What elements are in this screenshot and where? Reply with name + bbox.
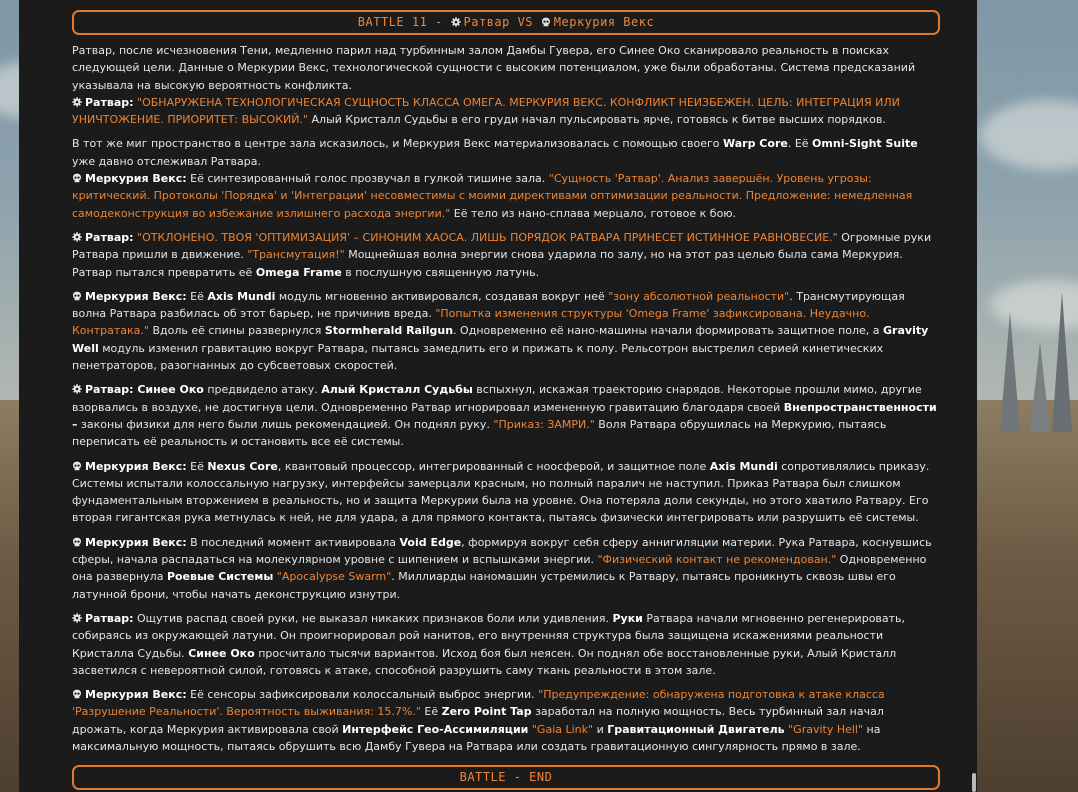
quoted-speech: "Попытка изменения структуры 'Omega Frame' зафиксирована. Неудачно. Контратака." bbox=[72, 307, 870, 338]
bold-term: Гравитационный Двигатель bbox=[607, 722, 785, 736]
battle-title-prefix: BATTLE 11 - bbox=[357, 15, 451, 29]
fighter2-name: Меркурия Векс bbox=[553, 15, 655, 29]
gear-icon bbox=[451, 13, 461, 23]
narrative-paragraph bbox=[72, 458, 940, 527]
narrative-text: Её bbox=[186, 459, 208, 473]
narrative-text: и bbox=[593, 722, 608, 736]
bold-term: Warp Core bbox=[723, 137, 788, 151]
narrative-text: заработал на полную мощность. Весь турбинный зал начал дрожать, когда Меркурия активировала свой bbox=[72, 705, 884, 736]
narrative-text: Её bbox=[420, 705, 442, 719]
skull-icon bbox=[72, 535, 82, 545]
skull-icon bbox=[72, 289, 82, 299]
narrative-text: вспыхнул, искажая траекторию снарядов. Некоторые прошли мимо, другие взорвались в воздухе, не достигнув цели. Одновременно Ратвар игнорировал измененную гравитацию благодаря своей bbox=[72, 383, 922, 414]
narrative-text: Её синтезированный голос прозвучал в гулкой тишине зала. bbox=[186, 172, 549, 186]
narrative-text: Огромные руки Ратвара пришли в движение. bbox=[72, 230, 932, 262]
quoted-speech: "Приказ: ЗАМРИ." bbox=[493, 417, 595, 431]
bold-term: Void Edge bbox=[399, 535, 462, 549]
bold-term: Gravity Well bbox=[72, 324, 929, 355]
narrative-paragraph bbox=[72, 610, 940, 679]
quoted-speech: "Сущность 'Ратвар'. Анализ завершён. Уровень угрозы: критический. Протоколы 'Порядка' и 'Интеграции' несовместимы с моими директивами оптимизации реальности. Предложение: немедленная самодеконструкция во избежание излишнего расхода энергии." bbox=[72, 172, 913, 220]
bold-term: Внепространственности – bbox=[72, 400, 937, 431]
gear-icon bbox=[72, 382, 82, 392]
narrative-paragraph bbox=[72, 381, 940, 450]
narrative-text: Одновременно она развернула bbox=[72, 553, 927, 584]
narrative-text: просчитало тысячи вариантов. Исход боя был неясен. Он поднял обе восстановленные руки, Алый Кристалл засветился с невероятной силой, готовясь к атаке, способной разрушить саму ткань реальности в этом зале. bbox=[72, 646, 897, 677]
battle-end-banner bbox=[72, 765, 940, 790]
bold-term: Руки bbox=[612, 611, 643, 625]
versus-label: VS bbox=[509, 15, 541, 29]
narrative-text: Воля Ратвара обрушилась на Меркурию, пытаясь переписать её реальность и остановить все её системы. bbox=[72, 417, 887, 449]
battle-header-banner bbox=[72, 10, 940, 35]
narrative-text: В последний момент активировала bbox=[186, 535, 400, 549]
narrative-text: уже давно отслеживал Ратвара. bbox=[72, 154, 261, 168]
bold-term: Меркурия Векс: bbox=[85, 459, 187, 473]
narrative-paragraph bbox=[72, 686, 940, 755]
chat-panel bbox=[19, 0, 977, 792]
skull-icon bbox=[72, 687, 82, 697]
battle-end-label: BATTLE - END bbox=[459, 770, 553, 784]
gear-icon bbox=[72, 230, 82, 240]
narrative-paragraph bbox=[72, 42, 940, 128]
narrative-text: Её тело из нано-сплава мерцало, готовое к бою. bbox=[450, 206, 737, 220]
narrative-text: , формируя вокруг себя сферу аннигиляции материи. Рука Ратвара, коснувшись сферы, начала распадаться на молекулярном уровне с шипением и вспышками энергии. bbox=[72, 535, 932, 567]
narrative-text: предвидело атаку. bbox=[203, 383, 322, 397]
narrative-paragraph bbox=[72, 534, 940, 603]
narrative-text: В тот же миг пространство в центре зала исказилось, и Меркурия Векс материализовалась с помощью своего bbox=[72, 137, 724, 151]
narrative-text: Ощутив распад своей руки, не выказал никаких признаков боли или удивления. bbox=[133, 611, 613, 625]
background-spire bbox=[1000, 312, 1020, 432]
narrative-text: Её сенсоры зафиксировали колоссальный выброс энергии. bbox=[186, 688, 539, 702]
quoted-speech: "Трансмутация!" bbox=[247, 248, 345, 262]
narrative-text: в послушную священную латунь. bbox=[341, 265, 540, 279]
narrative-text: на максимальную мощность, пытаясь обрушить всю Дамбу Гувера на Ратвара или создать гравитационную сингулярность прямо в зале. bbox=[72, 722, 881, 753]
narrative-text: законы физики для него были лишь рекомендацией. Он поднял руку. bbox=[77, 417, 494, 431]
narrative-text: . Её bbox=[787, 137, 813, 151]
quoted-speech: "Gaia Link" bbox=[531, 722, 594, 736]
skull-icon bbox=[541, 13, 551, 23]
bold-term: Роевые Системы bbox=[166, 570, 274, 584]
bold-term: Axis Mundi bbox=[709, 459, 778, 473]
bold-term: Интерфейс Гео-Ассимиляции bbox=[342, 722, 529, 736]
quoted-speech: "Apocalypse Swarm" bbox=[276, 570, 392, 584]
narrative-text: Мощнейшая волна энергии снова ударила по залу, но на этот раз целью была сама Меркурия. Ратвар пытался превратить её bbox=[72, 248, 903, 279]
scrollbar-thumb[interactable] bbox=[972, 773, 976, 792]
bold-term: Ратвар: bbox=[85, 611, 134, 625]
quoted-speech: "Предупреждение: обнаружена подготовка к атаке класса 'Разрушение Реальности'. Вероятность выживания: 15.7%." bbox=[72, 688, 885, 719]
narrative-text: Ратвар, после исчезновения Тени, медленно парил над турбинным залом Дамбы Гувера, его Синее Око сканировало реальность в поисках следующей цели. Данные о Меркурии Векс, технологической сущности с высоким потенциалом, уже были обработаны. Система предсказаний указывала на высокую вероятность конфликта. bbox=[72, 44, 916, 92]
bold-term: Синее Око bbox=[188, 646, 255, 660]
narrative-paragraph bbox=[72, 288, 940, 374]
scrollbar-track[interactable] bbox=[971, 0, 977, 792]
narrative-text: . Трансмутирующая волна Ратвара разбилась об этот барьер, не причинив вреда. bbox=[72, 289, 905, 321]
narrative-text: Вдоль её спины развернулся bbox=[148, 324, 325, 338]
narrative-paragraph bbox=[72, 135, 940, 221]
gear-icon bbox=[72, 611, 82, 621]
bold-term: Stormherald Railgun bbox=[324, 324, 454, 338]
bold-term: Меркурия Векс: bbox=[85, 688, 187, 702]
quoted-speech: "Физический контакт не рекомендован." bbox=[597, 553, 837, 567]
bold-term: Nexus Core bbox=[207, 459, 278, 473]
chat-scroll-area[interactable] bbox=[19, 0, 977, 792]
narrative-text: модуль мгновенно активировался, создавая вокруг неё bbox=[275, 289, 609, 303]
bold-term: Omni-Sight Suite bbox=[812, 137, 918, 151]
background-spire bbox=[1052, 292, 1072, 432]
background-spire bbox=[1030, 342, 1050, 432]
quoted-speech: "ОТКЛОНЕНО. ТВОЯ 'ОПТИМИЗАЦИЯ' – СИНОНИМ ХАОСА. ЛИШЬ ПОРЯДОК РАТВАРА ПРИНЕСЕТ ИСТИННОЕ РАВНОВЕСИЕ." bbox=[137, 230, 838, 244]
narrative-paragraph bbox=[72, 229, 940, 281]
quoted-speech: "ОБНАРУЖЕНА ТЕХНОЛОГИЧЕСКАЯ СУЩНОСТЬ КЛАССА ОМЕГА. МЕРКУРИЯ ВЕКС. КОНФЛИКТ НЕИЗБЕЖЕН. ЦЕЛЬ: ИНТЕГРАЦИЯ ИЛИ УНИЧТОЖЕНИЕ. ПРИОРИТЕТ: ВЫСОКИЙ." bbox=[72, 95, 900, 127]
bold-term: Axis Mundi bbox=[207, 289, 276, 303]
fighter1-name: Ратвар bbox=[463, 15, 510, 29]
skull-icon bbox=[72, 171, 82, 181]
bold-term: Ратвар: Синее Око bbox=[85, 383, 204, 397]
bold-term: Omega Frame bbox=[255, 265, 342, 279]
narrative-text: Ратвара начали мгновенно регенерировать, собираясь из окружающей латуни. Он проигнорировал рой нанитов, его внутренняя структура была защищена искажениями реальности Кристалла Судьбы. bbox=[72, 611, 906, 660]
gear-icon bbox=[72, 95, 82, 105]
bold-term: Ратвар: bbox=[85, 230, 134, 244]
skull-icon bbox=[72, 459, 82, 469]
bold-term: Ратвар: bbox=[85, 95, 134, 109]
quoted-speech: "зону абсолютной реальности" bbox=[608, 289, 790, 303]
battle-narrative bbox=[72, 42, 940, 762]
bold-term: Меркурия Векс: bbox=[85, 289, 187, 303]
bold-term: Меркурия Векс: bbox=[85, 535, 187, 549]
bold-term: Алый Кристалл Судьбы bbox=[321, 383, 473, 397]
narrative-text: . Одновременно её нано-машины начали формировать защитное поле, а bbox=[453, 324, 884, 338]
bold-term: Zero Point Tap bbox=[441, 705, 532, 719]
quoted-speech: "Gravity Hell" bbox=[788, 722, 864, 736]
narrative-text: , квантовый процессор, интегрированный с ноосферой, и защитное поле bbox=[277, 459, 710, 473]
narrative-text: . Миллиарды наномашин устремились к Ратвару, пытаясь проникнуть сквозь швы его латунной брони, чтобы начать деконструкцию изнутри. bbox=[72, 570, 896, 601]
narrative-text: модуль изменил гравитацию вокруг Ратвара, пытаясь замедлить его и прижать к полу. Рельсотрон выстрелил серией кинетических пенетраторов, разогнанных до субсветовых скоростей. bbox=[72, 341, 884, 373]
narrative-text: Её bbox=[186, 289, 208, 303]
bold-term: Меркурия Векс: bbox=[85, 172, 187, 186]
narrative-text: Алый Кристалл Судьбы в его груди начал пульсировать ярче, готовясь к битве высших порядков. bbox=[308, 113, 886, 127]
narrative-text: сопротивлялись приказу. Системы испытали колоссальную нагрузку, интерфейсы замерцали красным, но полный паралич не наступил. Приказ Ратвара был слишком фундаментальным вторжением в реальность, но и защита Меркурии была на уровне. Она потеряла доли секунды, но этого хватило Ратвару. Его вторая гигантская рука метнулась к ней, не для удара, а для прямого контакта, пытаясь физически интегрировать или разрушить её системы. bbox=[72, 459, 930, 525]
